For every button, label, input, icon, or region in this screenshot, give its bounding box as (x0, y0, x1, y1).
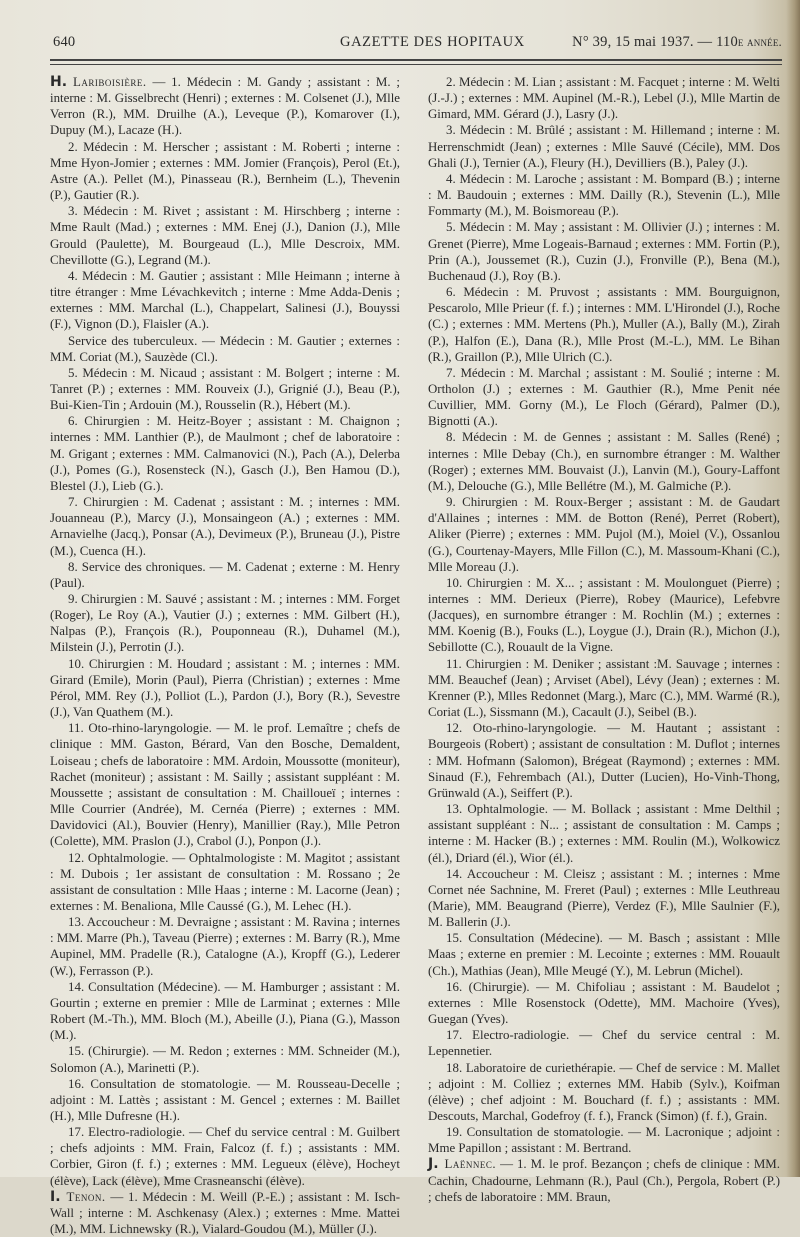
service-entry: 2. Médecin : M. Lian ; assistant : M. Facquet ; interne : M. Welti (J.-J.) ; externes : MM. Aupinel (M.-R.), Lebel (J.), Mlle Martin de Gimard, MM. Gérard (J.), Lasry (J.). (428, 75, 780, 122)
service-entry: 13. Ophtalmologie. — M. Bollack ; assistant : Mme Delthil ; assistant suppléant : N... ; assistant de consultation : M. Camps ; interne : M. Hacker (B.) ; externes : MM. Roulin (M.), Wolkowicz (él.), Driard (él.), Wior (él.). (428, 802, 780, 865)
issue-info (572, 34, 782, 51)
right-column (428, 74, 780, 1205)
service-entry: 12. Oto-rhino-laryngologie. — M. Hautant ; assistant : Bourgeois (Robert) ; assistant de consultation : M. Duflot ; internes : MM. Hofmann (Salomon), Brégeat (Raymond) ; externes : MM. Sinaud (F.), Fehrembach (Al.), Dutter (Lucien), Ho-Vinh-Thong, Grünwald (A.), Seiffert (P.). (428, 721, 780, 800)
service-entry: 5. Médecin : M. May ; assistant : M. Ollivier (J.) ; internes : M. Grenet (Pierre), Mme Logeais-Barnaud ; externes : MM. Fortin (P.), Prin (A.), Joussemet (R.), Cuzin (J.), Fronville (P.), Bena (M.), Buchenaud (J.), Roy (B.). (428, 220, 780, 283)
service-entry: 16. Consultation de stomatologie. — M. Rousseau-Decelle ; adjoint : M. Lattès ; assistant : M. Gencel ; externes : M. Baillet (H.), Mlle Dufresne (H.). (50, 1076, 400, 1123)
service-entry: 19. Consultation de stomatologie. — M. Lacronique ; adjoint : Mme Papillon ; assistant : M. Bertrand. (428, 1125, 780, 1156)
issue-year-suffix: e année. (737, 34, 782, 49)
service-entry: Service des tuberculeux. — Médecin : M. Gautier ; externes : MM. Coriat (M.), Sauzède (Cl.). (50, 333, 400, 364)
section-text: — 1. Médecin : M. Weill (P.-E.) ; assistant : M. Isch-Wall ; interne : M. Aschkenasy (Alex.) ; externes : Mme. Mattei (M.), MM. Lichnewsky (R.), Vialard-Goudou (M.), Müller (J.). (50, 1189, 400, 1237)
service-entry: 14. Accoucheur : M. Cleisz ; assistant : M. ; internes : Mme Cornet née Sachnine, M. Freret (Paul) ; externes : Mlle Leuthreau (Marie), MM. Beaugrand (Pierre), Verdez (F.), Mlle Saulnier (F.), M. Ballerin (J.). (428, 866, 780, 930)
section-text: — 1. M. le prof. Bezançon ; chefs de clinique : MM. Cachin, Chadourne, Lehmann (R.), Paul (Ch.), Pergola, Robert (P.) ; chefs de laboratoire : MM. Braun, (428, 1157, 780, 1204)
service-entry: 8. Médecin : M. de Gennes ; assistant : M. Salles (René) ; internes : Mlle Debay (Ch.), en surnombre étranger : M. Walther (Roger) ; externes MM. Bouvaist (J.), Lanvin (M.), Goury-Laffont (M.), Delouche (G.), Mlle Bellétre (M.), M. Galmiche (P.). (428, 430, 780, 493)
service-entry: 17. Electro-radiologie. — Chef du service central : M. Guilbert ; chefs adjoints : MM. Frain, Falcoz (f. f.) ; assistants : MM. Corbier, Giron (f. f.) ; externes : MM. Legueux (élève), Hocheyt (élève), Lack (élève), Mme Crasneanschi (élève). (50, 1125, 400, 1188)
service-entry: 11. Chirurgien : M. Deniker ; assistant :M. Sauvage ; internes : MM. Beauchef (Jean) ; Arviset (Abel), Lévy (Jean) ; externes : M. Krenner (P.), Mlles Redonnet (Marg.), Marc (C.), MM. Warmé (R.), Coriat (L.), Sissmann (M.), Cacault (J.), Seibel (B.). (428, 656, 780, 720)
service-entry: 7. Médecin : M. Marchal ; assistant : M. Soulié ; interne : M. Ortholon (J.) ; externes : M. Gauthier (R.), Mme Penit née Cuvillier, MM. Gorny (M.), Le Floch (Gérard), Palmer (D.), Bignotti (A.). (428, 365, 780, 429)
hospital-section-heading (428, 1156, 780, 1204)
service-entry: 9. Chirurgien : M. Sauvé ; assistant : M. ; internes : MM. Forget (Roger), Le Roy (A.), Vautier (J.) ; externes : MM. Gilbert (H.), Nalpas (P.), François (R.), Pouponneau (R.), Duhamel (M.), Milstein (J.), Perrotin (J.). (50, 592, 400, 655)
service-entry: 18. Laboratoire de curiethérapie. — Chef de service : M. Mallet ; adjoint : M. Colliez ; externes MM. Habib (Sylv.), Koifman (élève) ; chef adjoint : M. Bouchard (f. f.) ; assistants : MM. Descouts, Marchal, Godefroy (f. f.), Franck (Simon) (f. f.), Grain. (428, 1060, 780, 1123)
service-entry: 10. Chirurgien : M. X... ; assistant : M. Moulonguet (Pierre) ; internes : MM. Derieux (Pierre), Robey (Maurice), Lefebvre (Jacques), en surnombre étranger : M. Rochlin (M.) ; externes : MM. Koenig (B.), Fouks (L.), Loygue (J.), Drain (R.), Michon (J.), Sebillotte (C.), Rouault de la Vigne. (428, 575, 780, 655)
service-entry: 13. Accoucheur : M. Devraigne ; assistant : M. Ravina ; internes : MM. Marre (Ph.), Taveau (Pierre) ; externes : M. Barry (R.), Mme Aupinel, MM. Pradelle (R.), Catalogne (A.), Kropff (G.), Lederer (W.), Ferrasson (P.). (50, 915, 400, 978)
hospital-name: Lariboisière. (73, 75, 147, 89)
hospital-section-heading (50, 1189, 400, 1237)
section-letter: H. (50, 74, 68, 90)
header-rule-thin (50, 64, 782, 65)
section-letter: J. (428, 1156, 439, 1173)
page-number: 640 (53, 34, 76, 50)
service-entry: 15. (Chirurgie). — M. Redon ; externes : MM. Schneider (M.), Solomon (A.), Marinetti (P.). (50, 1044, 400, 1075)
service-entry: 4. Médecin : M. Gautier ; assistant : Mlle Heimann ; interne à titre étranger : Mme Lévachkevitch ; interne : Mme Adda-Denis ; externes : MM. Marchal (L.), Chappelart, Salinesi (J.), Bouyssi (F.), Vignon (D.), Flaisler (A.). (50, 268, 400, 332)
service-entry: 3. Médecin : M. Rivet ; assistant : M. Hirschberg ; interne : Mme Rault (Mad.) ; externes : MM. Enej (J.), Danion (J.), Mlle Grould (Paulette), M. Bourgeaud (L.), Mlle Descroix, MM. Chevillotte (G.), Legrand (M.). (50, 204, 400, 267)
service-entry: 11. Oto-rhino-laryngologie. — M. le prof. Lemaître ; chefs de clinique : MM. Gaston, Bérard, Van den Bosche, Demaldent, Loiseau ; chefs de laboratoire : MM. Ardoin, Moussotte (moniteur), Rachet (moniteur) ; assistant : M. Sailly ; assistant suppléant : M. Moussette ; assistant de consultation : M. Chailloueï ; internes : Mlle Courrier (Andrée), M. Cernéa (Pierre) ; externes : MM. Davidovici (Al.), Bouvier (Henry), Manillier (Ray.), Mlle Petron (Colette), MM. Praslon (J.), Crabol (J.), Ponpon (J.). (50, 721, 400, 849)
issue-date: N° 39, 15 mai 1937. — 110 (572, 34, 738, 50)
service-entry: 10. Chirurgien : M. Houdard ; assistant : M. ; internes : MM. Girard (Emile), Morin (Paul), Pierra (Christian) ; externes : Mme Pérol, MM. Rey (J.), Polliot (L.), Pardon (J.), Bory (R.), Sevestre (J.), Van Quathem (M.). (50, 656, 400, 720)
running-header (40, 34, 782, 54)
hospital-section-heading (50, 74, 400, 139)
hospital-name: Tenon. (66, 1189, 106, 1204)
section-letter: I. (50, 1188, 61, 1205)
service-entry: 9. Chirurgien : M. Roux-Berger ; assistant : M. de Gaudart d'Allaines ; internes : MM. de Botton (René), Perret (Robert), Aliker (Pierre) ; externes : MM. Pujol (M.), Moiel (V.), Ossanlou (G.), Courtenay-Mayers, Mlle Fillon (C.), M. Massoum-Khani (C.), Mlle Moreau (J.). (428, 495, 780, 574)
service-entry: 16. (Chirurgie). — M. Chifoliau ; assistant : M. Baudelot ; externes : Mlle Rosenstock (Odette), MM. Machoire (Yves), Guegan (Yves). (428, 979, 780, 1027)
service-entry: 2. Médecin : M. Herscher ; assistant : M. Roberti ; interne : Mme Hyon-Jomier ; externes : MM. Jomier (François), Perol (Et.), Astre (A.). Pellet (M.), Pinasseau (R.), Bernheim (L.), Thevenin (P.), Gautier (R.). (50, 139, 400, 203)
service-entry: 12. Ophtalmologie. — Ophtalmologiste : M. Magitot ; assistant : M. Dubois ; 1er assistant de consultation : M. Rossano ; 2e assistant de consultation : Mlle Haas ; interne : M. Lacorne (Jean) ; externes : M. Benaliona, Mlle Caussé (G.), M. Lehec (H.). (50, 850, 400, 913)
service-entry: 7. Chirurgien : M. Cadenat ; assistant : M. ; internes : MM. Jouanneau (P.), Marcy (J.), Monsaingeon (A.) ; externes : MM. Arnavielhe (Jacq.), Ponsar (A.), Devimeux (P.), Bruneau (J.), Pistre (M.), Cuenca (H.). (50, 495, 400, 558)
section-text: — 1. Médecin : M. Gandy ; assistant : M. ; interne : M. Gisselbrecht (Henri) ; externes : M. Colsenet (J.), Mlle Verron (R.), MM. Druilhe (A.), Leveque (P.), Komarover (I.), Dupuy (M.), Lacaze (H.). (50, 75, 400, 138)
service-entry: 14. Consultation (Médecine). — M. Hamburger ; assistant : M. Gourtin ; externe en premier : Mlle de Larminat ; externes : Mlle Robert (M.-Th.), MM. Bloch (M.), Abeille (J.), Piana (G.), Masson (M.). (50, 979, 400, 1043)
service-entry: 15. Consultation (Médecine). — M. Basch ; assistant : Mlle Maas ; externe en premier : M. Lecointe ; externes : MM. Rouault (Ch.), Mathias (Jean), Mlle Meugé (Y.), M. Lebrun (Michel). (428, 931, 780, 978)
service-entry: 3. Médecin : M. Brûlé ; assistant : M. Hillemand ; interne : M. Herrenschmidt (Jean) ; externes : Mlle Sauvé (Cécile), MM. Dos Ghali (J.), Ternier (A.), Fleury (H.), Devilliers (B.), Paley (J.). (428, 123, 780, 170)
service-entry: 5. Médecin : M. Nicaud ; assistant : M. Bolgert ; interne : M. Tanret (P.) ; externes : MM. Rouveix (J.), Grignié (J.), Beau (P.), Bui-Kien-Tin ; Ardouin (M.), Rousselin (R.), Hébert (M.). (50, 365, 400, 413)
hospital-name: Laënnec. (444, 1157, 497, 1172)
service-entry: 6. Chirurgien : M. Heitz-Boyer ; assistant : M. Chaignon ; internes : MM. Lanthier (P.), de Maulmont ; chef de laboratoire : M. Grigant ; externes : MM. Calmanovici (N.), Pach (A.), Delerba (J.), Pomes (G.), Rosensteck (N.), Gasch (J.), Ben Hamou (D.), Blestel (J.), Lieb (G.). (50, 414, 400, 493)
service-entry: 4. Médecin : M. Laroche ; assistant : M. Bompard (B.) ; interne : M. Baudouin ; externes : MM. Dailly (R.), Stevenin (L.), Mlle Fommarty (M.), M. Boismoreau (P.). (428, 171, 780, 219)
service-entry: 17. Electro-radiologie. — Chef du service central : M. Lepennetier. (428, 1028, 780, 1059)
header-rule-thick (50, 59, 782, 61)
service-entry: 6. Médecin : M. Pruvost ; assistants : MM. Bourguignon, Pescarolo, Mlle Prieur (f. f.) ; internes : MM. L'Hirondel (J.), Roche (C.) ; externes : MM. Mertens (Ph.), Muller (A.), Bally (M.), Zirah (P.), Halfon (E.), Dana (R.), Mlle Prost (M.-L.), MM. Le Bihan (R.), Graillon (P.), Mlle Ulrich (C.). (428, 285, 780, 364)
left-column (50, 74, 400, 1237)
page-edge-shadow (786, 0, 800, 1177)
service-entry: 8. Service des chroniques. — M. Cadenat ; externe : M. Henry (Paul). (50, 559, 400, 590)
journal-title: GAZETTE DES HOPITAUX (340, 34, 525, 50)
